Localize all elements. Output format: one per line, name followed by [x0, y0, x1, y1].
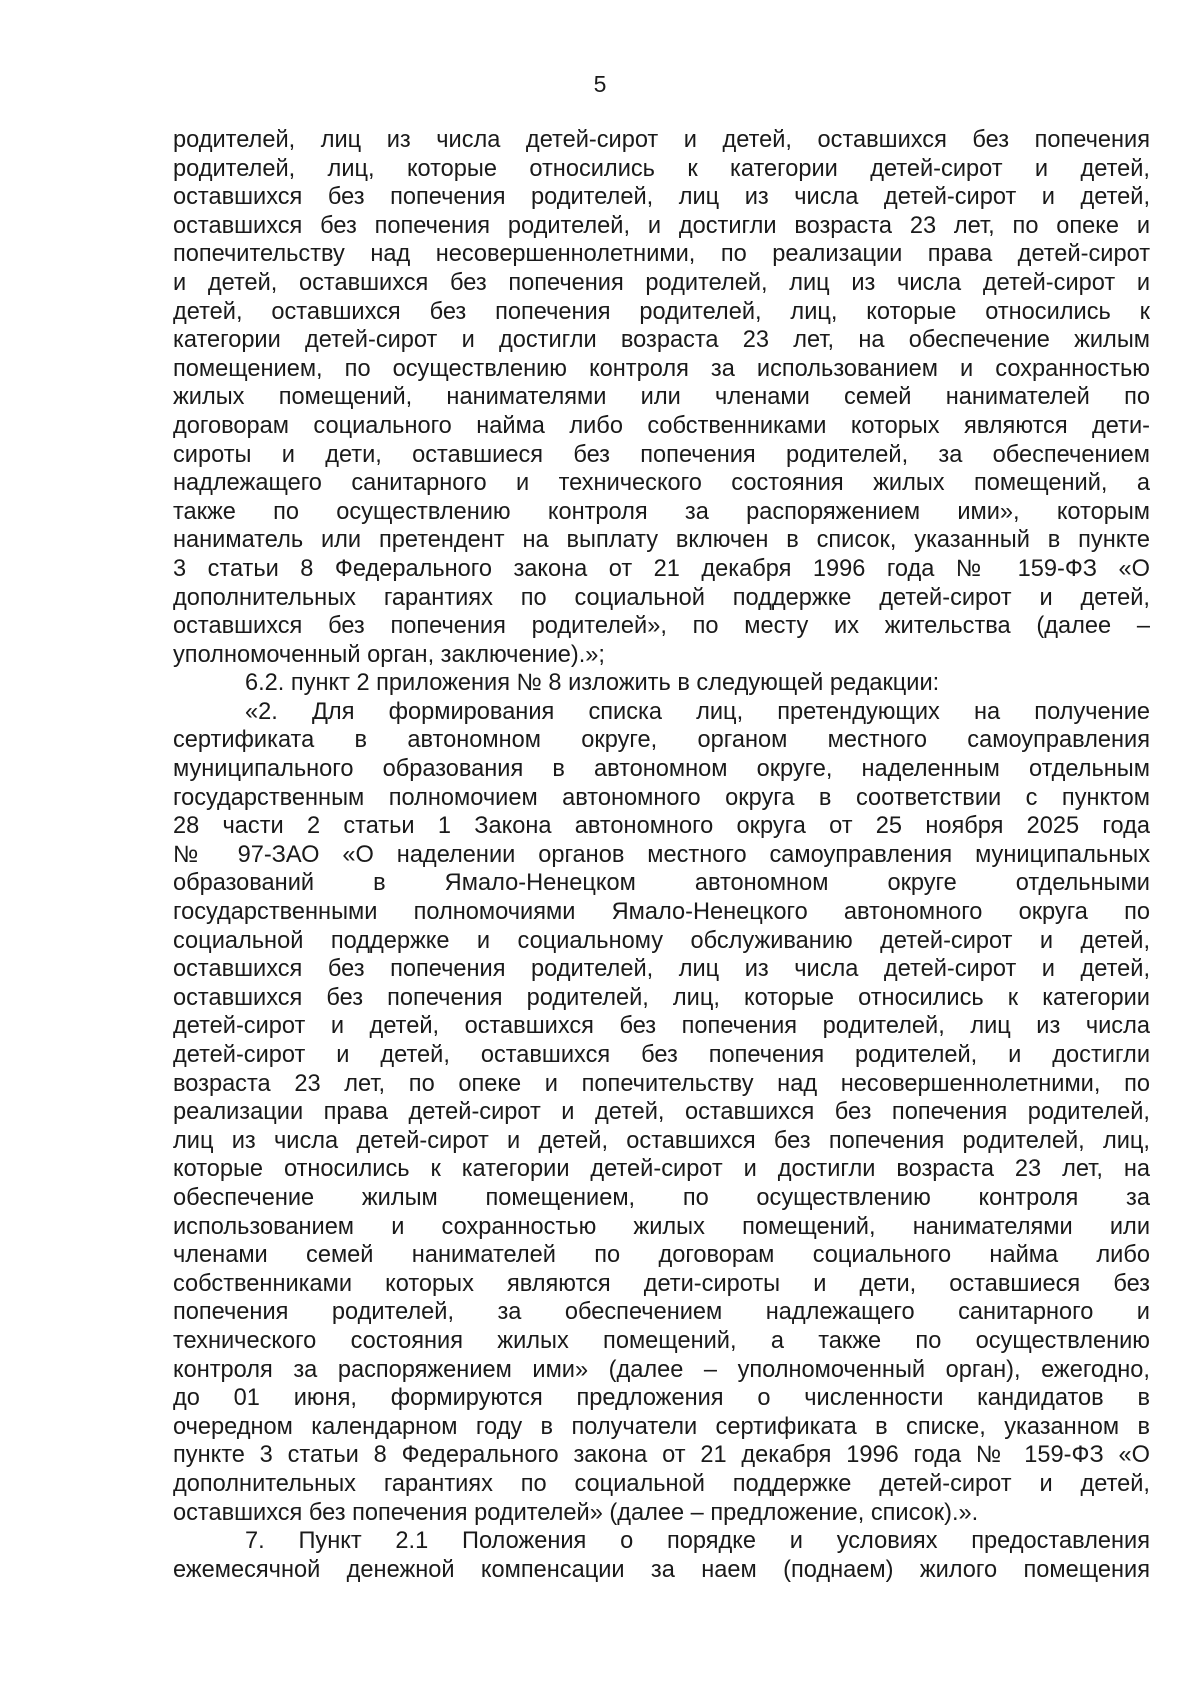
- text-line: сертификата в автономном округе, органом местного самоуправления: [173, 727, 1150, 754]
- text-line: использованием и сохранностью жилых помещений, нанимателями или: [173, 1213, 1150, 1240]
- text-line: которые относились к категории детей-сирот и достигли возраста 23 лет, на: [173, 1156, 1150, 1183]
- page-number: 5: [593, 71, 607, 97]
- text-line: социальной поддержке и социальному обслуживанию детей-сирот и детей,: [173, 927, 1150, 954]
- text-line: наниматель или претендент на выплату включен в список, указанный в пункте: [173, 527, 1150, 554]
- text-line: и детей, оставшихся без попечения родителей, лиц из числа детей-сирот и: [173, 269, 1150, 296]
- text-line: оставшихся без попечения родителей, и достигли возраста 23 лет, по опеке и: [173, 212, 1150, 239]
- text-line: уполномоченный орган, заключение).»;: [173, 641, 605, 668]
- text-line: государственными полномочиями Ямало-Ненецкого автономного округа по: [173, 899, 1150, 926]
- text-line: образований в Ямало-Ненецком автономном округе отдельными: [173, 870, 1150, 897]
- text-line: дополнительных гарантиях по социальной поддержке детей-сирот и детей,: [173, 1470, 1150, 1497]
- text-line: членами семей нанимателей по договорам социального найма либо: [173, 1242, 1150, 1269]
- text-line: договорам социального найма либо собственниками которых являются дети-: [173, 412, 1150, 439]
- text-line: пункте 3 статьи 8 Федерального закона от 21 декабря 1996 года № 159-ФЗ «О: [173, 1442, 1150, 1469]
- text-line: обеспечение жилым помещением, по осуществлению контроля за: [173, 1184, 1150, 1211]
- text-line: надлежащего санитарного и технического состояния жилых помещений, а: [173, 470, 1150, 497]
- text-line: государственным полномочием автономного округа в соответствии с пунктом: [173, 784, 1150, 811]
- text-line: детей-сирот и детей, оставшихся без попечения родителей, и достигли: [173, 1042, 1150, 1068]
- text-line: ежемесячной денежной компенсации за наем (поднаем) жилого помещения: [173, 1556, 1150, 1583]
- text-line: родителей, лиц, которые относились к категории детей-сирот и детей,: [173, 155, 1150, 182]
- text-line: оставшихся без попечения родителей, лиц из числа детей-сирот и детей,: [173, 184, 1150, 211]
- text-line: попечительству над несовершеннолетними, по реализации права детей-сирот: [173, 241, 1150, 268]
- paragraph-p1: [173, 126, 1150, 669]
- text-line: категории детей-сирот и достигли возраста 23 лет, на обеспечение жилым: [173, 327, 1150, 354]
- text-line: 7. Пункт 2.1 Положения о порядке и условиях предоставления: [245, 1528, 1150, 1555]
- text-line: дополнительных гарантиях по социальной поддержке детей-сирот и детей,: [173, 584, 1150, 611]
- text-line: оставшихся без попечения родителей» (далее – предложение, список).».: [173, 1499, 979, 1526]
- text-line: оставшихся без попечения родителей, лиц из числа детей-сирот и детей,: [173, 956, 1150, 983]
- text-line: также по осуществлению контроля за распоряжением ими», которым: [173, 498, 1150, 525]
- paragraph-p3: [173, 698, 1150, 1527]
- text-line: помещением, по осуществлению контроля за использованием и сохранностью: [173, 355, 1150, 382]
- text-line: оставшихся без попечения родителей», по месту их жительства (далее –: [173, 613, 1150, 640]
- document-text-body: [173, 126, 1150, 1584]
- text-line: детей-сирот и детей, оставшихся без попечения родителей, лиц из числа: [173, 1013, 1150, 1040]
- paragraph-p2: [173, 669, 1150, 698]
- text-line: контроля за распоряжением ими» (далее – уполномоченный орган), ежегодно,: [173, 1356, 1150, 1383]
- text-line: 6.2. пункт 2 приложения № 8 изложить в следующей редакции:: [245, 670, 940, 697]
- text-line: очередном календарном году в получатели сертификата в списке, указанном в: [173, 1413, 1150, 1440]
- text-line: лиц из числа детей-сирот и детей, оставшихся без попечения родителей, лиц,: [173, 1127, 1150, 1154]
- text-line: муниципального образования в автономном округе, наделенным отдельным: [173, 756, 1150, 783]
- text-line: сироты и дети, оставшиеся без попечения родителей, за обеспечением: [173, 441, 1150, 468]
- text-line: жилых помещений, нанимателями или членами семей нанимателей по: [173, 384, 1150, 411]
- text-line: 3 статьи 8 Федерального закона от 21 декабря 1996 года № 159-ФЗ «О: [173, 555, 1150, 582]
- text-line: возраста 23 лет, по опеке и попечительству над несовершеннолетними, по: [173, 1070, 1150, 1097]
- text-line: собственниками которых являются дети-сироты и дети, оставшиеся без: [173, 1270, 1150, 1297]
- text-line: оставшихся без попечения родителей, лиц, которые относились к категории: [173, 984, 1150, 1011]
- paragraph-p4: [173, 1527, 1150, 1584]
- text-line: технического состояния жилых помещений, а также по осуществлению: [173, 1327, 1150, 1354]
- text-line: реализации права детей-сирот и детей, оставшихся без попечения родителей,: [173, 1099, 1150, 1126]
- text-line: детей, оставшихся без попечения родителей, лиц, которые относились к: [173, 298, 1150, 325]
- text-line: 28 части 2 статьи 1 Закона автономного округа от 25 ноября 2025 года: [173, 813, 1150, 840]
- text-line: «2. Для формирования списка лиц, претендующих на получение: [245, 698, 1150, 725]
- text-line: до 01 июня, формируются предложения о численности кандидатов в: [173, 1385, 1150, 1412]
- text-line: попечения родителей, за обеспечением надлежащего санитарного и: [173, 1299, 1150, 1326]
- text-line: № 97-ЗАО «О наделении органов местного самоуправления муниципальных: [173, 841, 1150, 868]
- text-line: родителей, лиц из числа детей-сирот и детей, оставшихся без попечения: [173, 127, 1150, 153]
